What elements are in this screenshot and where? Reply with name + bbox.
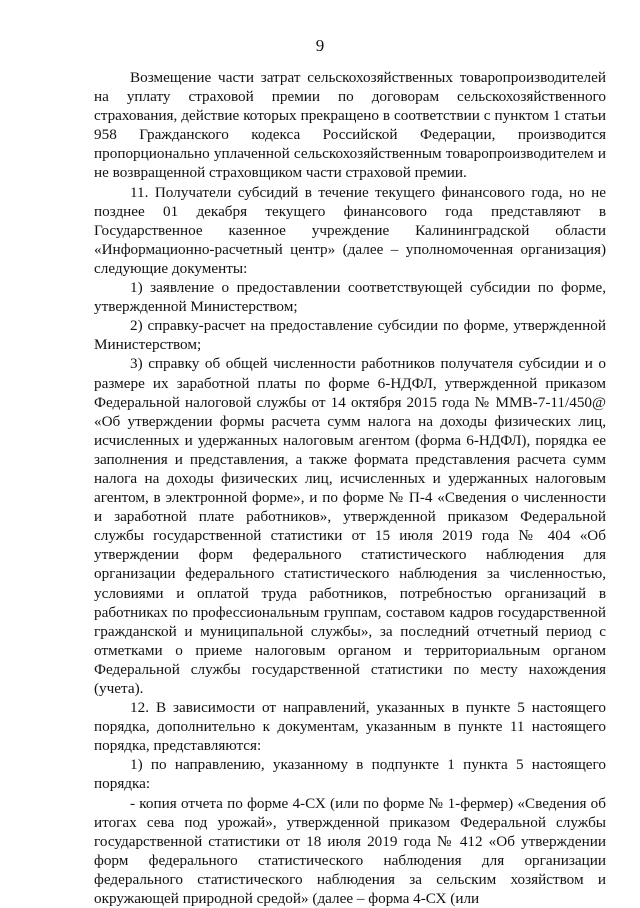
- page-number: 9: [315, 36, 325, 55]
- paragraph-11: 11. Получатели субсидий в течение текущего финансового года, но не позднее 01 декабря текущего финансового года представляют в Государственное казенное учреждение Калининградской области «Информационно-расчетный центр» (далее – уполномоченная организация) следующие документы:: [94, 183, 606, 277]
- paragraph-12: 12. В зависимости от направлений, указанных в пункте 5 настоящего порядка, дополнительно к документам, указанным в пункте 11 настоящего порядка, представляются:: [94, 699, 606, 755]
- bullet-report-copy: - копия отчета по форме 4-СХ (или по форме № 1-фермер) «Сведения об итогах сева под урожай», утвержденной приказом Федеральной службы государственной статистики от 18 июля 2019 года № 412 «Об утверждении форм федерального статистического наблюдения для организации федерального статистического наблюдения за сельским хозяйством и окружающей природной средой» (далее – форма 4-СХ (или: [94, 794, 606, 908]
- list-item-1-application: 1) заявление о предоставлении соответствующей субсидии по форме, утвержденной Министерством;: [94, 279, 606, 316]
- subitem-1-direction: 1) по направлению, указанному в подпункте 1 пункта 5 настоящего порядка:: [94, 756, 606, 793]
- list-item-3-employee-certificate: 3) справку об общей численности работников получателя субсидии и о размере их заработной платы по форме 6-НДФЛ, утвержденной приказом Федеральной налоговой службы от 14 октября 2015 года № ММВ-7-11/450@ «Об утверждении формы расчета сумм налога на доходы физических лиц, исчисленных и удержанных налоговым агентом (форма 6-НДФЛ), порядка ее заполнения и представления, а также формата представления расчета сумм налога на доходы физических лиц, исчисленных и удержанных налоговым агентом, в электронной форме», и по форме № П-4 «Сведения о численности и заработной плате работников», утвержденной приказом Федеральной службы государственной статистики от 15 июля 2019 года № 404 «Об утверждении форм федерального статистического наблюдения для организации федерального статистического наблюдения за численностью, условиями и оплатой труда работников, потребностью организаций в работниках по профессиональным группам, составом кадров государственной гражданской и муниципальной службы», за последний отчетный период с отметками о приеме налоговым органом и территориальным органом Федеральной службы государственной статистики по месту нахождения (учета).: [94, 355, 606, 697]
- paragraph-compensation: Возмещение части затрат сельскохозяйственных товаропроизводителей на уплату страховой премии по договорам сельскохозяйственного страхования, действие которых прекращено в соответствии с пунктом 1 статьи 958 Гражданского кодекса Российской Федерации, производится пропорционально уплаченной сельскохозяйственным товаропроизводителем и не возвращенной страховщиком части страховой премии.: [94, 69, 606, 182]
- list-item-2-calculation: 2) справку-расчет на предоставление субсидии по форме, утвержденной Министерством;: [94, 317, 606, 354]
- document-body: [94, 68, 606, 908]
